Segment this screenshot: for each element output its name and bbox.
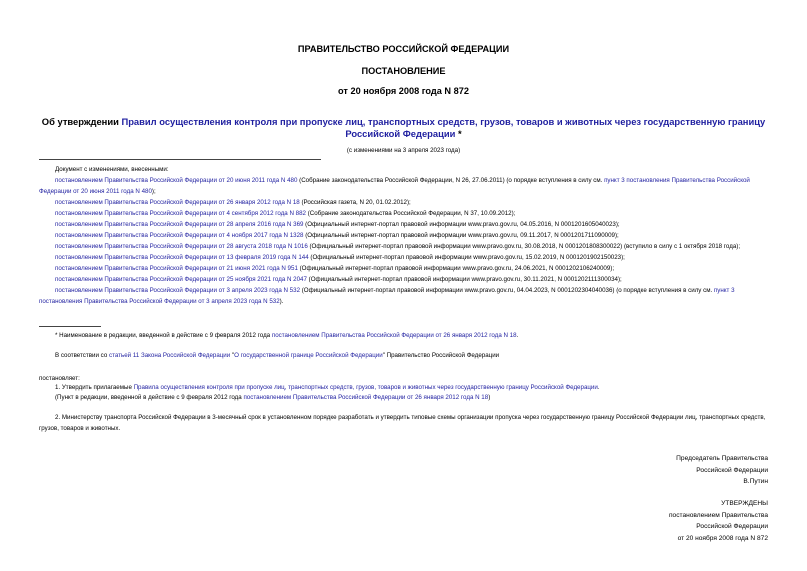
approved-block xyxy=(669,498,768,544)
signature-position: Председатель Правительства xyxy=(676,455,768,462)
change-link[interactable]: постановлением Правительства Российской Федерации от 13 февраля 2019 года N 144 xyxy=(55,254,309,261)
preamble: В соответствии со статьей 11 Закона Российской Федерации "О государственной границе Российской Федерации" Правительство Российской Федерации xyxy=(55,352,500,359)
title-rules-link-cont[interactable]: Российской Федерации xyxy=(345,128,456,139)
signature-block xyxy=(676,453,768,488)
list-item: постановлением Правительства Российской Федерации от 3 апреля 2023 года N 532 (Официальный интернет-портал правовой информации www.pravo.gov.ru, 04.04.2023, N 0001202304040036) (о порядке вступления в силу см. пункт 3 постановления Правительства Российской Федерации от 3 апреля 2023 года N 532). xyxy=(39,287,735,305)
list-item: постановлением Правительства Российской Федерации от 21 июня 2021 года N 951 (Официальный интернет-портал правовой информации www.pravo.gov.ru, 24.06.2021, N 0001202106240009); xyxy=(55,265,615,272)
change-link[interactable]: постановлением Правительства Российской Федерации от 20 июня 2011 года N 480 xyxy=(55,177,298,184)
list-item: постановлением Правительства Российской Федерации от 20 июня 2011 года N 480 (Собрание законодательства Российской Федерации, N 26, 27.06.2011) (о порядке вступления в силу см. пункт 3 постановления Правительства Российской Федерации от 20 июня 2011 года N 480); xyxy=(39,177,750,195)
footnote-link[interactable]: постановлением Правительства Российской Федерации от 26 января 2012 года N 18 xyxy=(271,332,517,339)
list-item: постановлением Правительства Российской Федерации от 28 апреля 2016 года N 369 (Официальный интернет-портал правовой информации www.pravo.gov.ru, 04.05.2016, N 0001201605040023); xyxy=(55,221,620,228)
approved-country: Российской Федерации xyxy=(696,523,768,530)
approved-by: постановлением Правительства xyxy=(668,511,768,519)
change-link-effect[interactable]: пункт 3 постановления Правительства Российской Федерации от 3 апреля 2023 года N 532 xyxy=(39,287,735,305)
list-item: постановлением Правительства Российской Федерации от 28 августа 2018 года N 1016 (Официальный интернет-портал правовой информации www.pravo.gov.ru, 30.08.2018, N 0001201808300022) (вступило в силу с 1 октября 2018 года); xyxy=(55,243,741,250)
change-link[interactable]: постановлением Правительства Российской Федерации от 28 августа 2018 года N 1016 xyxy=(55,243,308,250)
list-item: постановлением Правительства Российской Федерации от 13 февраля 2019 года N 144 (Официальный интернет-портал правовой информации www.pravo.gov.ru, 15.02.2019, N 0001201902150023); xyxy=(55,254,625,261)
changes-intro: Документ с изменениями, внесенными: xyxy=(55,166,169,173)
law-name-link[interactable]: О государственной границе Российской Федерации xyxy=(234,352,383,359)
divider xyxy=(39,159,321,160)
edition-note: (с изменениями на 3 апреля 2023 года) xyxy=(346,147,461,154)
change-link-effect[interactable]: пункт 3 постановления Правительства Российской Федерации от 20 июня 2011 года N 480 xyxy=(39,177,750,195)
doc-type: ПОСТАНОВЛЕНИЕ xyxy=(361,66,446,76)
change-link[interactable]: постановлением Правительства Российской Федерации от 3 апреля 2023 года N 532 xyxy=(55,287,301,294)
list-item: постановлением Правительства Российской Федерации от 4 сентября 2012 года N 882 (Собрание законодательства Российской Федерации, N 37, 10.09.2012); xyxy=(55,210,516,217)
title-prefix: Об утверждении xyxy=(41,116,122,127)
government-header: ПРАВИТЕЛЬСТВО РОССИЙСКОЙ ФЕДЕРАЦИИ xyxy=(297,44,510,54)
list-item: постановлением Правительства Российской Федерации от 26 января 2012 года N 18 (Российская газета, N 20, 01.02.2012); xyxy=(55,199,411,206)
change-link[interactable]: постановлением Правительства Российской Федерации от 26 января 2012 года N 18 xyxy=(55,199,300,206)
date-number: от 20 ноября 2008 года N 872 xyxy=(338,86,469,96)
change-link[interactable]: постановлением Правительства Российской Федерации от 4 ноября 2017 года N 1328 xyxy=(55,232,304,239)
title-rules-link[interactable]: Правил осуществления контроля при пропуске лиц, транспортных средств, грузов, товаров и животных через государственную границу xyxy=(121,116,766,127)
change-link[interactable]: постановлением Правительства Российской Федерации от 28 апреля 2016 года N 369 xyxy=(55,221,304,228)
footnote-divider xyxy=(39,326,101,327)
point-1-note: (Пункт в редакции, введенной в действие с 9 февраля 2012 года постановлением Правительства Российской Федерации от 26 января 2012 года N 18) xyxy=(55,394,491,401)
law-article-link[interactable]: статьей 11 Закона Российской Федерации xyxy=(108,352,231,359)
signature-country: Российской Федерации xyxy=(696,466,768,474)
changes-list xyxy=(39,164,769,307)
approved-title: УТВЕРЖДЕНЫ xyxy=(721,500,768,507)
point-2: 2. Министерству транспорта Российской Федерации в 3-месячный срок в установленном порядке разработать и утвердить типовые схемы организации пропуска через государственную границу Российской Федерации лиц, транспортных средств, грузов, товаров и животных. xyxy=(39,414,766,432)
approved-date: от 20 ноября 2008 года N 872 xyxy=(677,534,768,542)
resolves-text: постановляет: xyxy=(39,375,80,382)
signature-name: В.Путин xyxy=(743,478,768,485)
point-1: 1. Утвердить прилагаемые Правила осуществления контроля при пропуске лиц, транспортных средств, грузов, товаров и животных через государственную границу Российской Федерации. xyxy=(55,384,600,391)
rules-link[interactable]: Правила осуществления контроля при пропуске лиц, транспортных средств, грузов, товаров и животных через государственную границу Российской Федерации xyxy=(133,384,598,391)
change-link[interactable]: постановлением Правительства Российской Федерации от 25 ноября 2021 года N 2047 xyxy=(55,276,307,283)
list-item: постановлением Правительства Российской Федерации от 25 ноября 2021 года N 2047 (Официальный интернет-портал правовой информации www.pravo.gov.ru, 30.11.2021, N 0001202111300034); xyxy=(55,276,622,283)
point-1-note-link[interactable]: постановлением Правительства Российской Федерации от 26 января 2012 года N 18 xyxy=(243,394,489,401)
list-item: постановлением Правительства Российской Федерации от 4 ноября 2017 года N 1328 (Официальный интернет-портал правовой информации www.pravo.gov.ru, 09.11.2017, N 0001201711090009); xyxy=(55,232,619,239)
document-title xyxy=(0,116,807,140)
change-link[interactable]: постановлением Правительства Российской Федерации от 21 июня 2021 года N 951 xyxy=(55,265,298,272)
footnote: * Наименование в редакции, введенной в действие с 9 февраля 2012 года постановлением Правительства Российской Федерации от 26 января 2012 года N 18. xyxy=(55,332,519,339)
title-asterisk: * xyxy=(455,128,462,139)
change-link[interactable]: постановлением Правительства Российской Федерации от 4 сентября 2012 года N 882 xyxy=(55,210,306,217)
